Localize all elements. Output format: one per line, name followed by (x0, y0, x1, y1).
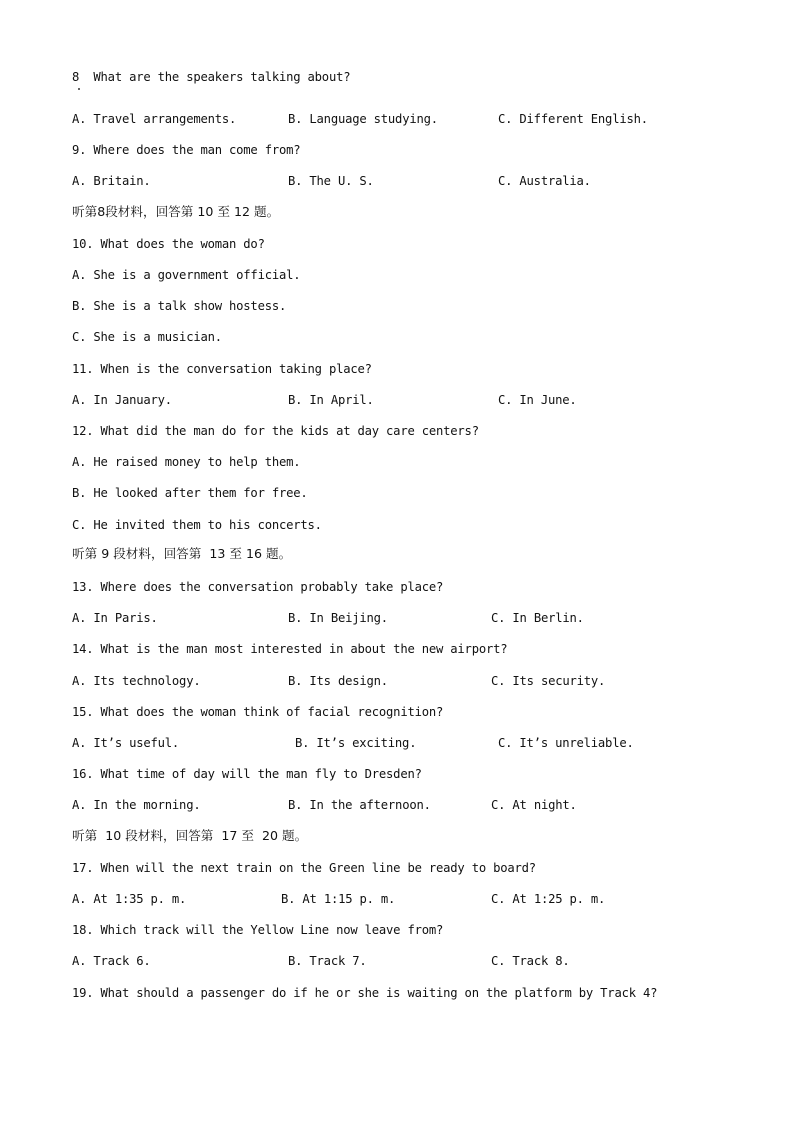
q12-option-a: A. He raised money to help them. (72, 455, 301, 469)
section-9-heading: 听第 9 段材料，回答第 13 至 16 题。 (72, 546, 292, 561)
q17-option-c: C. At 1:25 p. m. (491, 892, 606, 906)
q17-option-b: B. At 1:15 p. m. (281, 892, 396, 906)
q14-option-c: C. Its security. (491, 674, 606, 688)
q10-option-b: B. She is a talk show hostess. (72, 299, 287, 313)
q9-option-a: A. Britain. (72, 174, 151, 188)
q16-option-c: C. At night. (491, 798, 577, 812)
q14-option-a: A. Its technology. (72, 674, 201, 688)
q15-option-c: C. It’s unreliable. (498, 736, 634, 750)
q13-option-c: C. In Berlin. (491, 611, 584, 625)
q16-option-a: A. In the morning. (72, 798, 201, 812)
q9-option-b: B. The U. S. (288, 174, 374, 188)
q11-option-a: A. In January. (72, 393, 172, 407)
q18-option-a: A. Track 6. (72, 954, 151, 968)
section-8-heading: 听第8段材料，回答第 10 至 12 题。 (72, 204, 280, 219)
question-12-stem: 12. What did the man do for the kids at day care centers? (72, 424, 479, 438)
question-9-stem: 9. Where does the man come from? (72, 143, 301, 157)
q15-option-a: A. It’s useful. (72, 736, 180, 750)
q10-option-c: C. She is a musician. (72, 330, 222, 344)
q18-option-c: C. Track 8. (491, 954, 570, 968)
question-15-stem: 15. What does the woman think of facial recognition? (72, 705, 444, 719)
q13-option-a: A. In Paris. (72, 611, 158, 625)
question-10-stem: 10. What does the woman do? (72, 237, 265, 251)
q18-option-b: B. Track 7. (288, 954, 367, 968)
q15-option-b: B. It’s exciting. (295, 736, 417, 750)
q10-option-a: A. She is a government official. (72, 268, 301, 282)
question-14-stem: 14. What is the man most interested in about the new airport? (72, 642, 508, 656)
section-10-heading: 听第 10 段材料，回答第 17 至 20 题。 (72, 828, 308, 843)
q9-option-c: C. Australia. (498, 174, 591, 188)
question-8-stem: 8 What are the speakers talking about? (72, 70, 351, 84)
q17-option-a: A. At 1:35 p. m. (72, 892, 187, 906)
question-19-stem: 19. What should a passenger do if he or she is waiting on the platform by Track 4? (72, 986, 658, 1000)
q11-option-c: C. In June. (498, 393, 577, 407)
question-18-stem: 18. Which track will the Yellow Line now leave from? (72, 923, 444, 937)
q12-option-b: B. He looked after them for free. (72, 486, 308, 500)
question-17-stem: 17. When will the next train on the Green line be ready to board? (72, 861, 536, 875)
q8-option-b: B. Language studying. (288, 112, 438, 126)
q12-option-c: C. He invited them to his concerts. (72, 518, 322, 532)
q11-option-b: B. In April. (288, 393, 374, 407)
q8-option-c: C. Different English. (498, 112, 648, 126)
question-16-stem: 16. What time of day will the man fly to Dresden? (72, 767, 422, 781)
question-13-stem: 13. Where does the conversation probably take place? (72, 580, 444, 594)
stray-dot (78, 88, 80, 90)
question-11-stem: 11. When is the conversation taking place? (72, 362, 372, 376)
q16-option-b: B. In the afternoon. (288, 798, 431, 812)
q14-option-b: B. Its design. (288, 674, 388, 688)
q8-option-a: A. Travel arrangements. (72, 112, 237, 126)
q13-option-b: B. In Beijing. (288, 611, 388, 625)
